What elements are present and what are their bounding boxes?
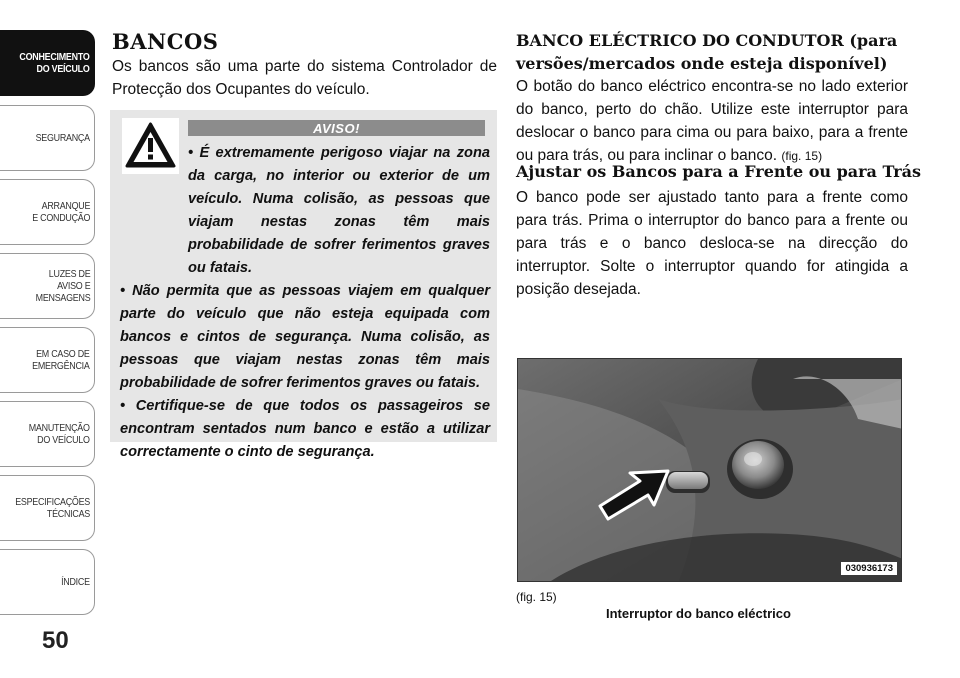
warning-item: • É extremamente perigoso viajar na zona da carga, no interior ou exterior de um veículo. Numa colisão, as pessoas que viajam nestas zonas têm mais probabilidade de sofrer ferimentos graves ou fatais. — [188, 145, 490, 276]
adjust-seats-heading: Ajustar os Bancos para a Frente ou para Trás — [516, 162, 922, 181]
power-seat-heading: BANCO ELÉCTRICO DO CONDUTOR (para versões/mercados onde esteja disponível) — [516, 31, 898, 73]
intro-paragraph: Os bancos são uma parte do sistema Controlador de Protecção dos Ocupantes do veículo. — [112, 58, 497, 98]
warning-item: • Não permita que as pessoas viajem em qualquer parte do veículo que não esteja equipada com bancos e cintos de segurança. Numa colisão, as pessoas que viajam nestas zonas têm mais probabilidade de sofrer ferimentos graves ou fatais. — [120, 283, 490, 391]
tab-label: ÍNDICE — [61, 576, 90, 588]
seat-switch-photo — [517, 358, 902, 582]
figure-reference[interactable]: (fig. 15) — [781, 149, 823, 163]
tab-indice[interactable] — [0, 549, 95, 615]
adjust-seats-paragraph: O banco pode ser ajustado tanto para a frente como para trás. Prima o interruptor do banco para a frente ou para trás e o banco desloca-se na direcção do interruptor. Solte o interruptor quando for atingida a posição desejada. — [516, 189, 908, 298]
figure-label: (fig. 15) — [516, 590, 557, 604]
power-seat-text: O botão do banco eléctrico encontra-se no lado exterior do banco, perto do chão. Utilize este interruptor para deslocar o banco para cima ou para baixo, para a frente ou para trás, ou para inclinar o banco. — [516, 78, 908, 164]
tab-manutencao-do-veiculo[interactable] — [0, 401, 95, 467]
warning-title-bar — [188, 120, 485, 136]
tab-label: MANUTENÇÃO DO VEÍCULO — [29, 422, 90, 446]
tab-label: SEGURANÇA — [35, 132, 90, 144]
warning-title: AVISO! — [313, 120, 360, 136]
tab-luzes-de-aviso[interactable] — [0, 253, 95, 319]
section-heading: BANCOS — [112, 29, 219, 54]
tab-em-caso-de-emergencia[interactable] — [0, 327, 95, 393]
figure-caption: Interruptor do banco eléctrico — [606, 606, 791, 621]
figure-code: 030936173 — [841, 562, 897, 575]
warning-item: • Certifique-se de que todos os passageiros se encontram sentados num banco e estão a utilizar correctamente o cinto de segurança. — [120, 398, 490, 460]
tab-label: ARRANQUE E CONDUÇÃO — [32, 200, 90, 224]
warning-text — [120, 142, 490, 464]
tab-label: LUZES DE AVISO E MENSAGENS — [35, 268, 90, 304]
tab-especificacoes-tecnicas[interactable] — [0, 475, 95, 541]
tab-label: ESPECIFICAÇÕES TÉCNICAS — [15, 496, 90, 520]
tab-label: CONHECIMENTO DO VEÍCULO — [19, 51, 90, 75]
tab-seguranca[interactable] — [0, 105, 95, 171]
page-number: 50 — [42, 627, 69, 654]
tab-conhecimento-do-veiculo[interactable] — [0, 30, 95, 96]
warning-box — [110, 110, 497, 460]
tab-label: EM CASO DE EMERGÊNCIA — [32, 348, 90, 372]
tab-arranque-e-conducao[interactable] — [0, 179, 95, 245]
power-seat-paragraph — [516, 75, 908, 168]
